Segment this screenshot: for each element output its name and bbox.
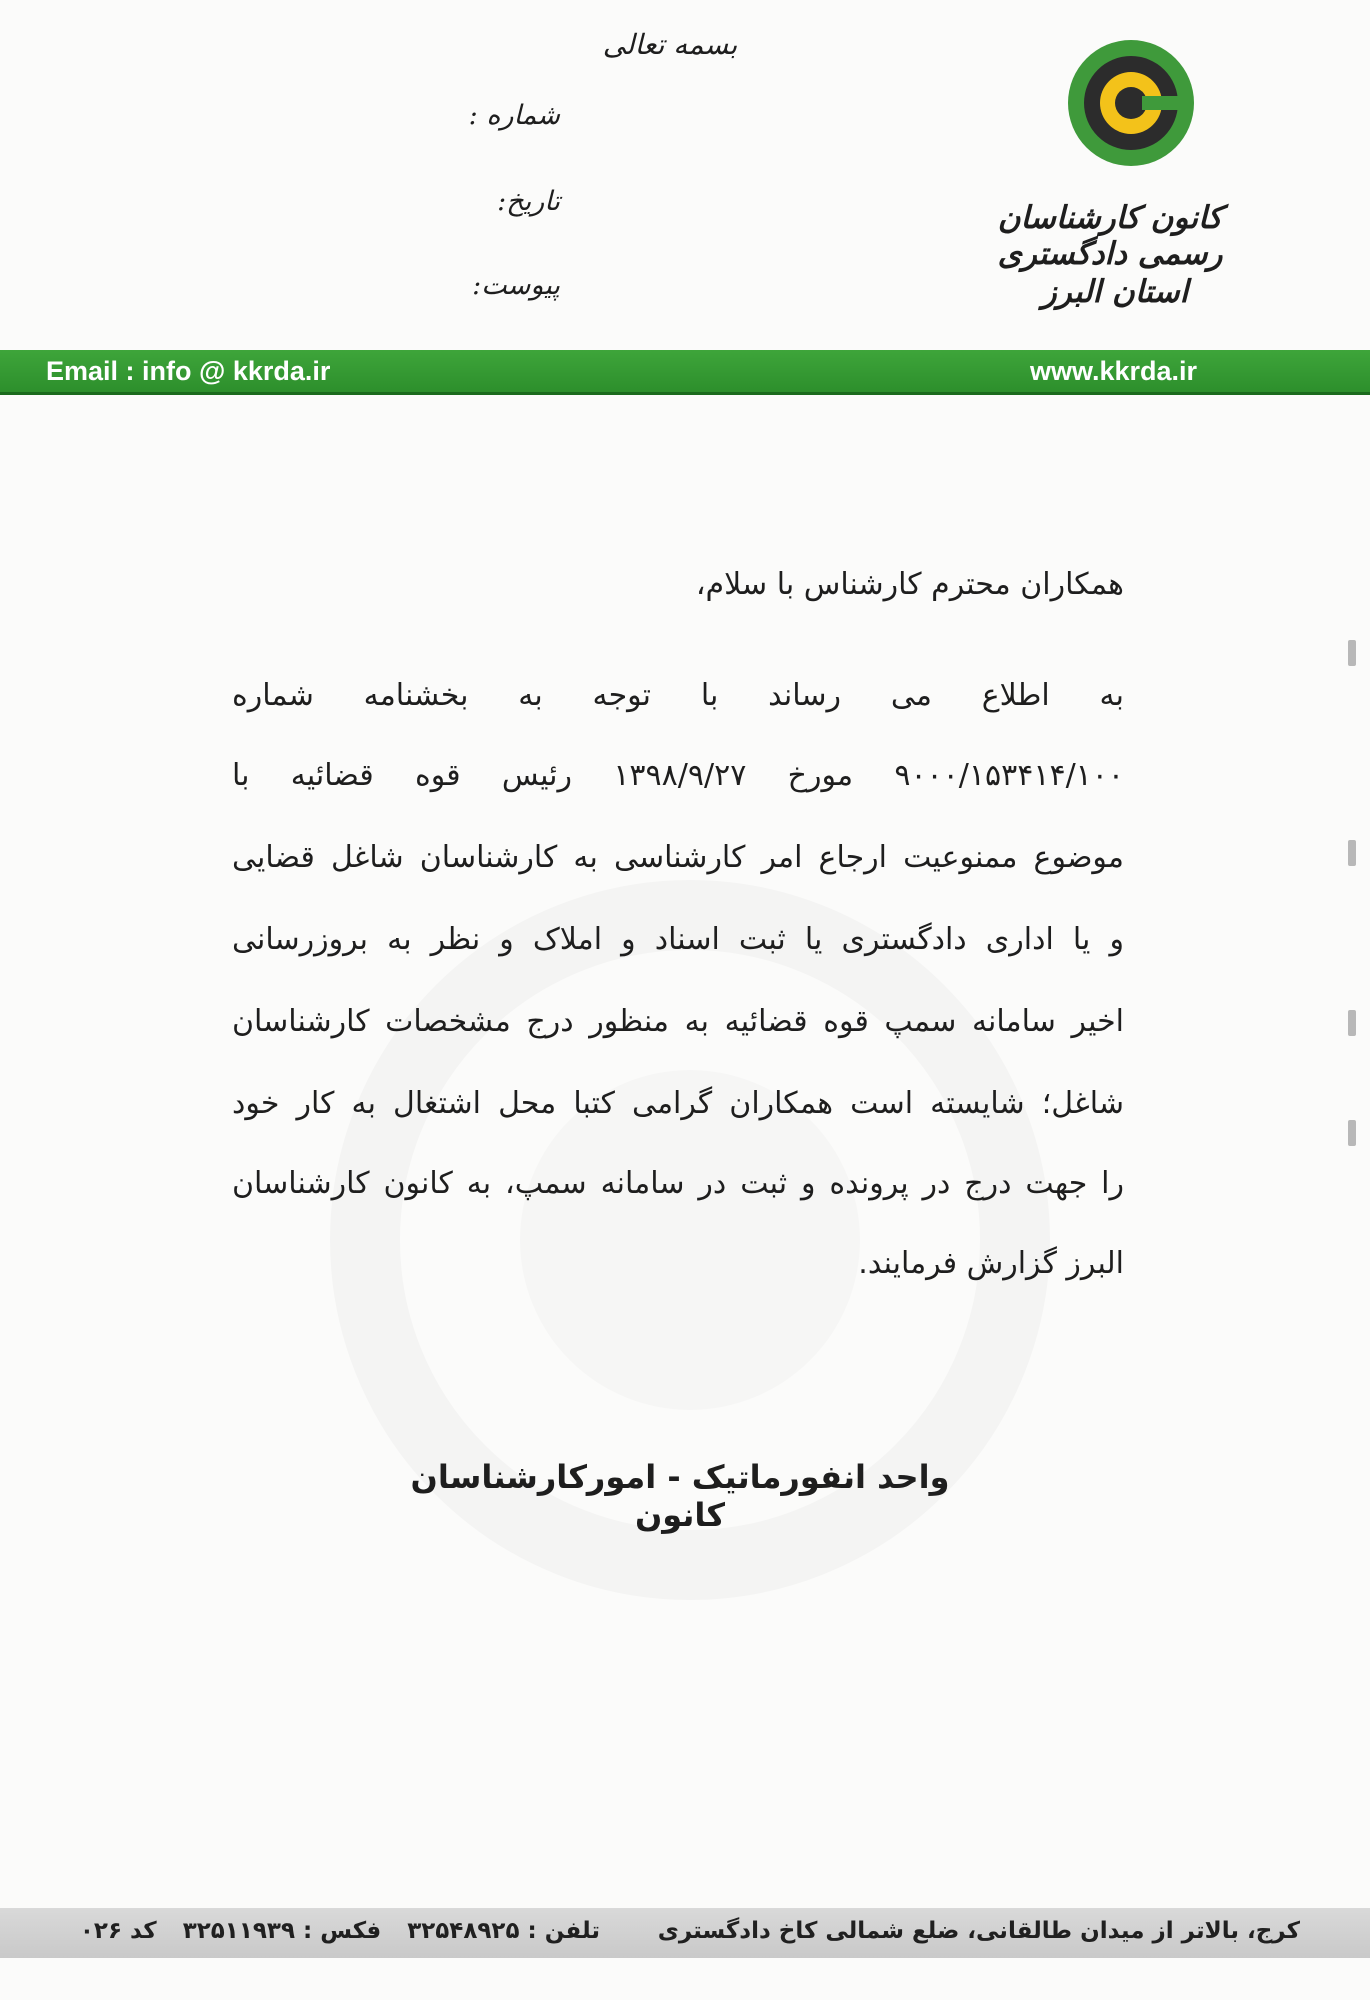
organization-province: استان البرز xyxy=(1041,274,1189,310)
body-text-line: به اطلاع می رساند با توجه به بخشنامه شماره xyxy=(232,678,1124,713)
body-text-line: ۹۰۰۰/۱۵۳۴۱۴/۱۰۰ مورخ ۱۳۹۸/۹/۲۷ رئیس قوه قضائیه با xyxy=(232,758,1125,793)
footer-fax: فکس : ۳۲۵۱۱۹۳۹ xyxy=(182,1918,382,1944)
organization-name: کانون کارشناسان رسمی دادگستری xyxy=(997,200,1223,272)
scan-edge-mark xyxy=(1348,1120,1356,1146)
letter-number-label: شماره : xyxy=(468,100,560,131)
body-text-line: را جهت درج در پرونده و ثبت در سامانه سمپ، به کانون کارشناسان xyxy=(232,1166,1124,1201)
footer-contacts xyxy=(60,1918,600,1944)
footer-phone: تلفن : ۳۲۵۴۸۹۲۵ xyxy=(407,1918,600,1944)
scan-edge-mark xyxy=(1348,1010,1356,1036)
header-website: www.kkrda.ir xyxy=(1030,356,1198,386)
body-text-line: و یا اداری دادگستری یا ثبت اسناد و املاک و نظر به بروزرسانی xyxy=(232,922,1124,957)
letter-attachment-label: پیوست: xyxy=(472,270,560,301)
bismillah-heading: بسمه تعالی xyxy=(602,28,738,61)
letter-greeting: همکاران محترم کارشناس با سلام، xyxy=(695,567,1124,602)
organization-logo xyxy=(1068,40,1194,166)
body-text-line: البرز گزارش فرمایند. xyxy=(858,1246,1124,1281)
body-text-line: موضوع ممنوعیت ارجاع امر کارشناسی به کارشناسان شاغل قضایی xyxy=(232,840,1124,875)
letter-signature: واحد انفورماتیک - امورکارشناسان کانون xyxy=(410,1458,950,1534)
watermark-emblem-center xyxy=(520,1070,860,1410)
footer-address: کرج، بالاتر از میدان طالقانی، ضلع شمالی کاخ دادگستری xyxy=(657,1918,1300,1944)
header-bar-divider xyxy=(0,392,1370,395)
letter-date-label: تاریخ: xyxy=(497,186,560,217)
body-text-line: اخیر سامانه سمپ قوه قضائیه به منظور درج مشخصات کارشناسان xyxy=(232,1004,1124,1039)
scan-edge-mark xyxy=(1348,640,1356,666)
footer-area-code: کد ۰۲۶ xyxy=(79,1918,157,1944)
body-text-line: شاغل؛ شایسته است همکاران گرامی کتبا محل اشتغال به کار خود xyxy=(232,1086,1124,1121)
scan-edge-mark xyxy=(1348,840,1356,866)
header-email: Email : info @ kkrda.ir xyxy=(46,356,331,386)
